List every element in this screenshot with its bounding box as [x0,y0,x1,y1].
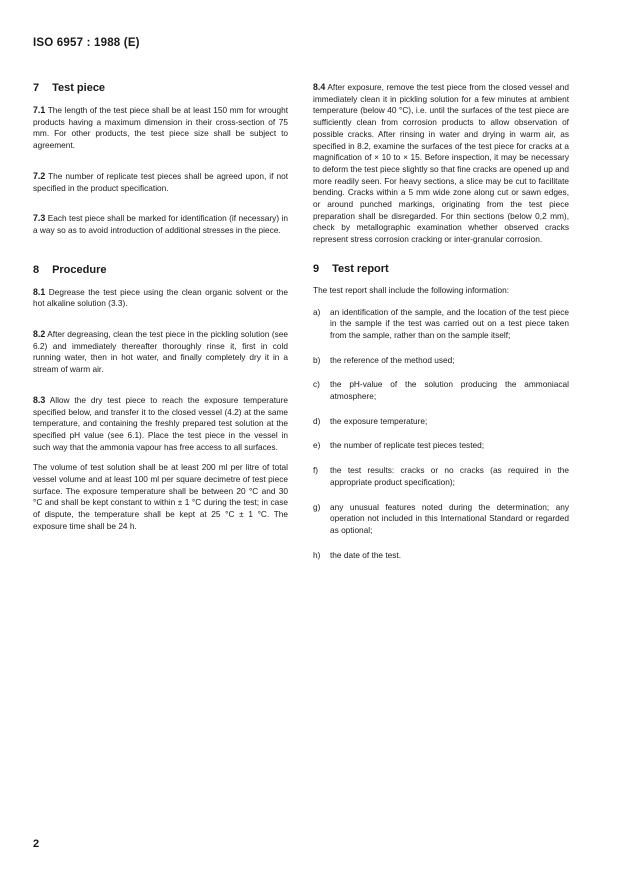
report-item [313,307,569,342]
item-label: c) [313,379,320,390]
report-item [313,355,569,367]
item-label: g) [313,501,321,512]
clause-8-3-paragraph: The volume of test solution shall be at least 200 ml per litre of total vessel volume and at least 100 ml per square decimetre of test piece surface. The exposure temperature shall be between 20 °C and 30 °C and shall be kept constant to within ± 1 °C during the test; in case of dispute, the temperature shall be kept at 25 °C ± 1 °C. The exposure time shall be 24 h. [33,462,288,531]
document-header: ISO 6957 : 1988 (E) [33,37,140,49]
clause-number: 7.3 [33,213,46,224]
clause-7-1 [33,105,288,152]
clause-text: After exposure, remove the test piece from the closed vessel and immediately clean it in pickling solution for a few minutes at ambient temperature (below 40 °C), i.e. until the surfaces of the test piece are sufficiently clean from corrosion products to allow observation of possible cracks. After rinsing in water and drying in warm air, as specified in 8.2, examine the surfaces of the test piece for cracks at a magnification of × 10 to × 15. Before inspection, it may be necessary to deform the test piece slightly so that fine cracks are opened up and more readily seen. For heavy sections, a slice may be cut to facilitate bending. Cracks within a 5 mm wide zone along cut or sawn edges, or around punched markings, originating from the test piece preparation shall be disregarded. For thin sections (below 0,2 mm), check by metallographic examination whether observed cracks represent stress corrosion cracking or inter-granular corrosion. [313,82,569,245]
item-text: the test results: cracks or no cracks (as required in the appropriate product specification); [330,465,569,487]
report-item [313,502,569,537]
clause-number: 8.1 [33,286,46,297]
section-number: 9 [313,262,320,275]
section-7-heading [33,82,288,95]
item-text: the date of the test. [330,549,402,560]
clause-text: Each test piece shall be marked for identification (if necessary) in a way so as to avoid introduction of additional stresses in the piece. [33,213,288,235]
clause-text: Degrease the test piece using the clean organic solvent or the hot alkaline solution (3.3). [33,286,288,309]
clause-7-3 [33,213,288,236]
section-8-heading [33,264,288,277]
item-text: the pH-value of the solution producing the ammoniacal atmosphere; [330,379,569,402]
report-item [313,465,569,488]
report-item [313,550,569,562]
clause-number: 7.1 [33,105,46,115]
clause-number: 8.4 [313,82,326,92]
report-items-list [313,307,569,562]
item-text: the reference of the method used; [330,354,455,365]
item-text: the exposure temperature; [330,415,428,426]
clause-7-2 [33,171,288,194]
clause-text: The length of the test piece shall be at least 150 mm for wrought products having a maximum dimension in their cross-section of 75 mm. For other products, the test piece size shall be subject to agreement. [33,105,289,151]
clause-text: The number of replicate test pieces shall be agreed upon, if not specified in the product specification. [33,170,288,193]
page-number: 2 [33,838,40,850]
item-label: f) [313,465,319,476]
clause-8-4 [313,82,569,246]
section-title: Test report [332,262,389,275]
section-title: Test piece [52,82,106,94]
clause-number: 7.2 [33,170,46,181]
right-column [313,82,569,561]
item-text: an identification of the sample, and the location of the test piece in the sample if the test was carried out on a test piece taken from the sample, rather than on the sample itself; [330,306,569,340]
section-9-heading [313,263,569,276]
left-column [33,82,288,533]
clause-number: 8.2 [33,329,46,340]
item-label: h) [313,549,321,560]
report-item [313,416,569,428]
report-intro: The test report shall include the following information: [313,284,510,295]
section-number: 7 [33,82,40,94]
report-item [313,440,569,452]
item-label: b) [313,354,321,365]
item-text: the number of replicate test pieces tested; [330,440,485,451]
clause-8-1 [33,287,288,310]
clause-8-2 [33,329,288,376]
report-item [313,379,569,402]
item-label: d) [313,415,321,426]
item-text: any unusual features noted during the determination; any operation not included in this International Standard or regarded as optional; [330,501,569,535]
clause-text: Allow the dry test piece to reach the exposure temperature specified below, and transfer it to the closed vessel (4.2) at the same temperature, and containing the freshly prepared test solution at the specified pH value (see 6.1). Place the test piece in the vessel in such way that the ammonia vapour has free access to all surfaces. [33,394,288,452]
section-title: Procedure [52,263,107,276]
clause-text: After degreasing, clean the test piece in the pickling solution (see 6.2) and immediately thereafter thoroughly rinse it, first in cold running water, then in hot water, and finally completely dry it in a stream of warm air. [33,329,288,375]
clause-8-3 [33,395,288,454]
item-label: e) [313,440,321,451]
item-label: a) [313,306,321,317]
clause-number: 8.3 [33,394,46,405]
section-number: 8 [33,263,40,276]
